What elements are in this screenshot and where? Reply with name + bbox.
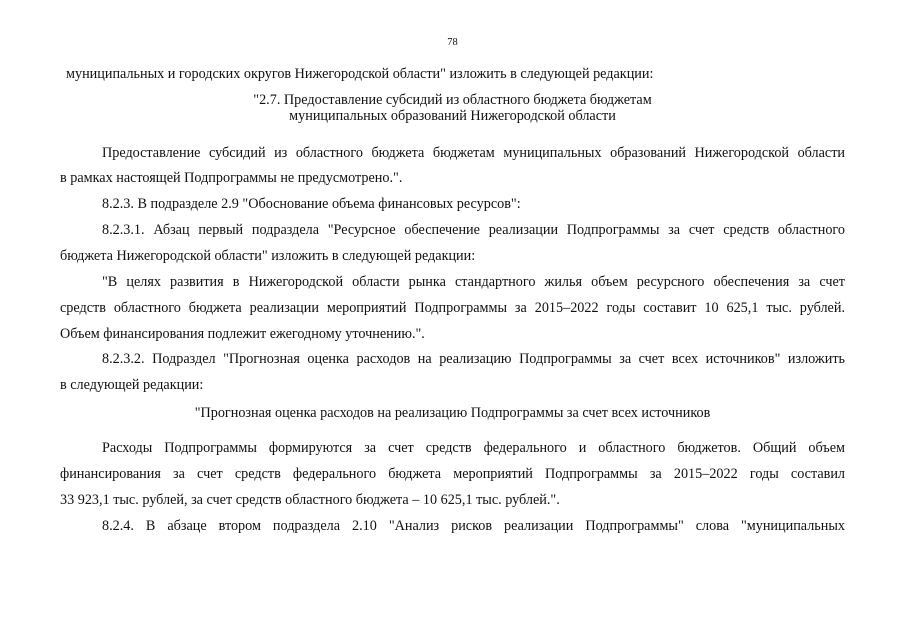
paragraph-line: "В целях развития в Нижегородской области рынка стандартного жилья объем ресурсного обеспечения за счет	[102, 274, 845, 290]
paragraph-line: Объем финансирования подлежит ежегодному уточнению.".	[60, 326, 425, 342]
section-heading-line: "2.7. Предоставление субсидий из областного бюджета бюджетам	[253, 92, 652, 108]
paragraph-line: бюджета Нижегородской области" изложить в следующей редакции:	[60, 248, 476, 264]
paragraph-line: 33 923,1 тыс. рублей, за счет средств областного бюджета – 10 625,1 тыс. рублей.".	[60, 492, 560, 508]
paragraph-line: Предоставление субсидий из областного бюджета бюджетам муниципальных образований Нижегородской области	[102, 145, 845, 161]
paragraph-line: 8.2.3.1. Абзац первый подраздела "Ресурсное обеспечение реализации Подпрограммы за счет средств областного	[102, 222, 845, 238]
paragraph-line: в следующей редакции:	[60, 377, 204, 393]
page-number: 78	[447, 37, 458, 48]
section-heading-line: "Прогнозная оценка расходов на реализацию Подпрограммы за счет всех источников	[194, 405, 711, 421]
paragraph-line: в рамках настоящей Подпрограммы не предусмотрено.".	[60, 170, 403, 186]
section-heading-line: муниципальных образований Нижегородской области	[289, 108, 616, 124]
paragraph-line: средств областного бюджета реализации мероприятий Подпрограммы за 2015–2022 годы составит 10 625,1 тыс. рублей.	[60, 300, 845, 316]
paragraph-line: муниципальных и городских округов Нижегородской области" изложить в следующей редакции:	[66, 66, 654, 82]
paragraph-line: 8.2.3.2. Подраздел "Прогнозная оценка расходов на реализацию Подпрограммы за счет всех источников" изложить	[102, 351, 845, 367]
paragraph-line: финансирования за счет средств федерального бюджета мероприятий Подпрограммы за 2015–2022 годы составил	[60, 466, 845, 482]
paragraph-line: 8.2.4. В абзаце втором подраздела 2.10 "Анализ рисков реализации Подпрограммы" слова "муниципальных	[102, 518, 845, 534]
paragraph-line: 8.2.3. В подразделе 2.9 "Обоснование объема финансовых ресурсов":	[102, 196, 521, 212]
paragraph-line: Расходы Подпрограммы формируются за счет средств федерального и областного бюджетов. Общий объем	[102, 440, 845, 456]
